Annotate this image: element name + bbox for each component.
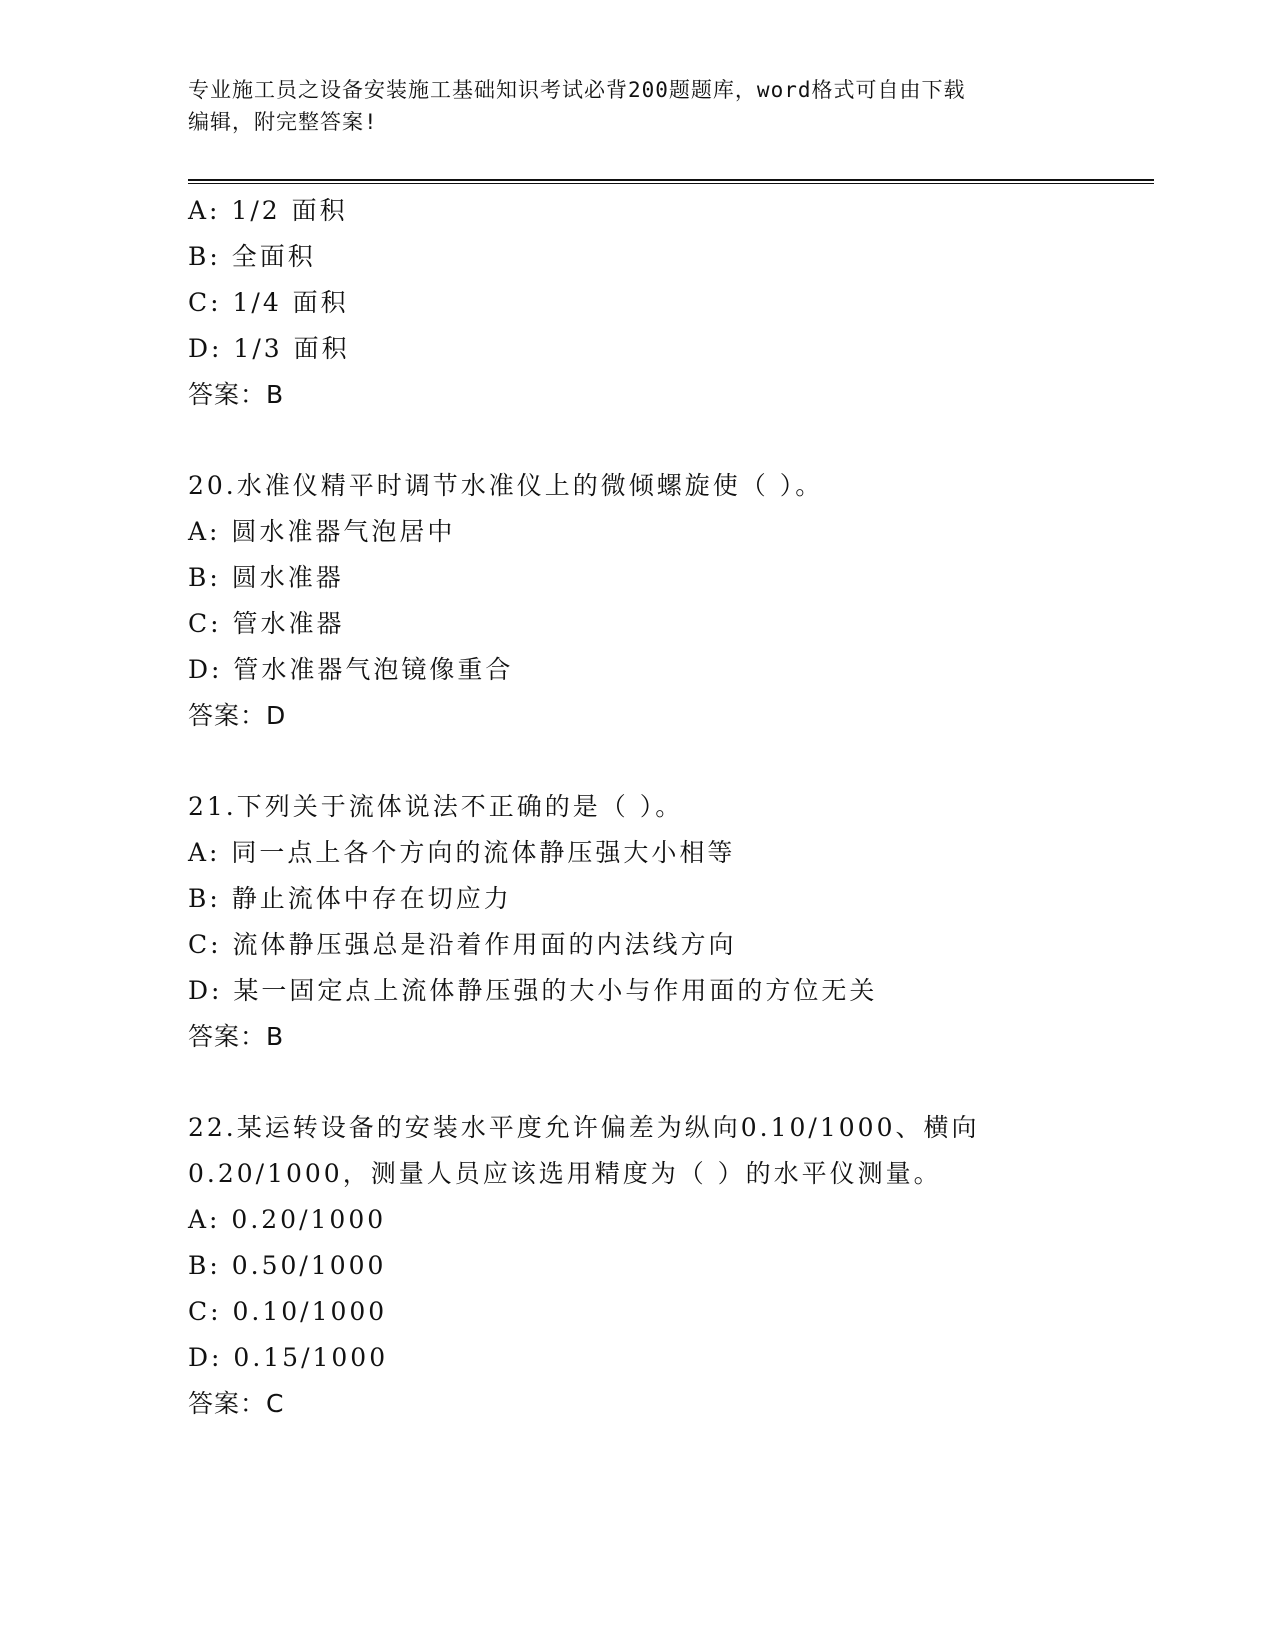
question-list xyxy=(188,188,1088,1427)
option-a: A: 1/2 面积 xyxy=(188,196,348,225)
question-block-19 xyxy=(188,188,1088,418)
option-a: A: 同一点上各个方向的流体静压强大小相等 xyxy=(188,838,736,867)
option-c: C: 0.10/1000 xyxy=(188,1297,388,1326)
question-text-line1: 22.某运转设备的安装水平度允许偏差为纵向0.10/1000、横向 xyxy=(188,1113,980,1142)
header-divider-thick xyxy=(188,179,1154,181)
spacer xyxy=(188,739,1088,784)
option-b: B: 圆水准器 xyxy=(188,563,344,592)
answer-line: 答案：D xyxy=(188,701,287,730)
header-title-line2: 编辑，附完整答案! xyxy=(188,110,378,134)
option-d: D: 某一固定点上流体静压强的大小与作用面的方位无关 xyxy=(188,976,878,1005)
option-a: A: 圆水准器气泡居中 xyxy=(188,517,456,546)
option-d: D: 1/3 面积 xyxy=(188,334,350,363)
question-block-20 xyxy=(188,463,1088,739)
question-block-22 xyxy=(188,1105,1088,1427)
header-divider-thin xyxy=(188,183,1154,184)
option-c: C: 1/4 面积 xyxy=(188,288,349,317)
spacer xyxy=(188,1060,1088,1105)
option-b: B: 0.50/1000 xyxy=(188,1251,387,1280)
option-d: D: 0.15/1000 xyxy=(188,1343,389,1372)
question-text: 20.水准仪精平时调节水准仪上的微倾螺旋使（ ）。 xyxy=(188,471,824,500)
option-d: D: 管水准器气泡镜像重合 xyxy=(188,655,514,684)
answer-line: 答案：B xyxy=(188,1022,285,1051)
option-b: B: 全面积 xyxy=(188,242,316,271)
question-text-line2: 0.20/1000，测量人员应该选用精度为（ ）的水平仪测量。 xyxy=(188,1159,942,1188)
option-b: B: 静止流体中存在切应力 xyxy=(188,884,512,913)
option-a: A: 0.20/1000 xyxy=(188,1205,387,1234)
option-c: C: 流体静压强总是沿着作用面的内法线方向 xyxy=(188,930,737,959)
answer-line: 答案：C xyxy=(188,1389,285,1418)
header-title-line1: 专业施工员之设备安装施工基础知识考试必背200题题库，word格式可自由下载 xyxy=(188,78,966,102)
question-block-21 xyxy=(188,784,1088,1060)
question-text: 21.下列关于流体说法不正确的是（ ）。 xyxy=(188,792,684,821)
document-header xyxy=(188,74,1088,138)
spacer xyxy=(188,418,1088,463)
option-c: C: 管水准器 xyxy=(188,609,345,638)
answer-line: 答案：B xyxy=(188,380,285,409)
